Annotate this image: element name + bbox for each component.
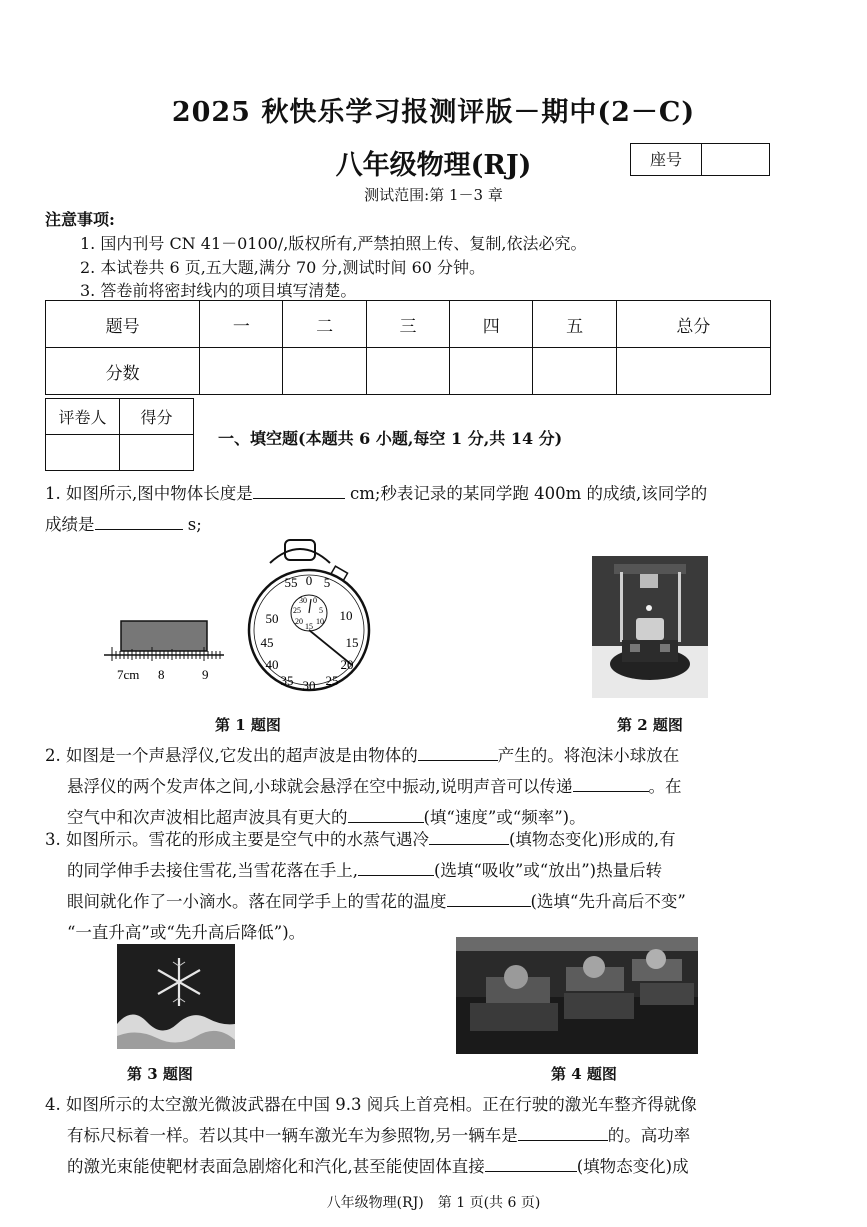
ruler-label: 7cm — [117, 667, 140, 682]
stopwatch-inner-label: 20 — [295, 617, 303, 626]
answer-blank[interactable] — [485, 1157, 577, 1172]
stopwatch-outer-label: 15 — [345, 635, 359, 650]
score-cell: 总分 — [616, 301, 770, 348]
seat-label: 座号 — [631, 144, 702, 175]
question-3 — [45, 824, 785, 948]
figure-2-photo — [592, 556, 708, 698]
stopwatch-outer-label: 20 — [340, 657, 354, 672]
answer-blank[interactable] — [447, 892, 531, 907]
question-text: cm;秒表记录的某同学跑 400m 的成绩,该同学的 — [349, 484, 708, 503]
figure-1-caption: 第 1 题图 — [215, 716, 281, 734]
question-text: (选填“吸收”或“放出”)热量后转 — [434, 861, 663, 880]
score-cell: 五 — [533, 301, 616, 348]
question-text: 2. 如图是一个声悬浮仪,它发出的超声波是由物体的 — [45, 746, 418, 765]
answer-blank[interactable] — [95, 515, 183, 530]
stopwatch — [249, 535, 369, 693]
score-entry[interactable] — [366, 348, 449, 395]
figure-4-caption: 第 4 题图 — [551, 1065, 617, 1083]
test-scope: 测试范围:第 1－3 章 — [364, 186, 503, 204]
section-heading: 一、填空题(本题共 6 小题,每空 1 分,共 14 分) — [218, 429, 563, 448]
stopwatch-outer-label: 45 — [260, 635, 274, 650]
notice-item: 2. 本试卷共 6 页,五大题,满分 70 分,测试时间 60 分钟。 — [80, 258, 486, 277]
score-entry[interactable] — [616, 348, 770, 395]
stopwatch-outer-label: 25 — [325, 673, 339, 688]
page-footer: 八年级物理(RJ) 第 1 页(共 6 页) — [326, 1195, 541, 1211]
seat-number-field[interactable] — [702, 144, 769, 175]
figure-4-photo — [456, 937, 698, 1054]
figure-3-photo — [117, 944, 235, 1049]
score-label: 得分 — [120, 399, 194, 435]
question-text: (填“速度”或“频率”)。 — [423, 808, 586, 827]
answer-blank[interactable] — [429, 830, 509, 845]
answer-blank[interactable] — [253, 484, 345, 499]
answer-blank[interactable] — [418, 746, 498, 761]
score-cell: 一 — [200, 301, 283, 348]
question-text: 1. 如图所示,图中物体长度是 — [45, 484, 253, 503]
stopwatch-outer-label: 55 — [284, 575, 298, 590]
question-2 — [45, 740, 785, 833]
notice-heading: 注意事项: — [45, 210, 115, 229]
reviewer-entry[interactable] — [46, 435, 120, 471]
question-text: s; — [187, 515, 202, 534]
stopwatch-inner-label: 10 — [316, 617, 324, 626]
score-entry[interactable] — [283, 348, 366, 395]
question-text: (填物态变化)成 — [576, 1157, 689, 1176]
question-text: (填物态变化)形成的,有 — [509, 830, 676, 849]
question-4 — [45, 1089, 785, 1182]
score-cell: 题号 — [46, 301, 200, 348]
answer-blank[interactable] — [573, 777, 649, 792]
score-entry[interactable] — [120, 435, 194, 471]
seat-number-box — [630, 143, 770, 176]
ruler-label: 8 — [158, 667, 165, 682]
figure-3-caption: 第 3 题图 — [127, 1065, 193, 1083]
stopwatch-inner-label: 15 — [305, 622, 313, 631]
question-text: 的同学伸手去接住雪花,当雪花落在手上, — [67, 861, 358, 880]
figure-1 — [100, 535, 400, 695]
score-cell: 三 — [366, 301, 449, 348]
score-cell: 四 — [450, 301, 533, 348]
answer-blank[interactable] — [348, 808, 424, 823]
stopwatch-outer-label: 40 — [265, 657, 279, 672]
question-text: 成绩是 — [45, 515, 95, 534]
score-table-header-row — [46, 301, 771, 348]
ruler-label: 9 — [202, 667, 209, 682]
question-text: 。在 — [648, 777, 682, 796]
question-text: 4. 如图所示的太空激光微波武器在中国 9.3 阅兵上首亮相。正在行驶的激光车整齐得就像 — [45, 1095, 697, 1114]
question-text: 悬浮仪的两个发声体之间,小球就会悬浮在空中振动,说明声音可以传递 — [67, 777, 573, 796]
question-text: 眼间就化作了一小滴水。落在同学手上的雪花的温度 — [67, 892, 447, 911]
reviewer-label: 评卷人 — [46, 399, 120, 435]
score-cell: 二 — [283, 301, 366, 348]
stopwatch-inner-label: 30 — [299, 596, 307, 605]
stopwatch-outer-label: 35 — [280, 673, 294, 688]
answer-blank[interactable] — [518, 1126, 608, 1141]
stopwatch-inner-label: 5 — [319, 606, 323, 615]
question-text: 产生的。将泡沫小球放在 — [497, 746, 680, 765]
question-text: 的。高功率 — [607, 1126, 691, 1145]
stopwatch-outer-label: 50 — [265, 611, 279, 626]
grader-table — [45, 398, 194, 471]
answer-blank[interactable] — [358, 861, 434, 876]
notice-item: 3. 答卷前将密封线内的项目填写清楚。 — [80, 281, 357, 300]
score-entry[interactable] — [533, 348, 616, 395]
question-text: “一直升高”或“先升高后降低”)。 — [67, 923, 306, 942]
score-entry[interactable] — [450, 348, 533, 395]
score-table — [45, 300, 771, 395]
stopwatch-outer-label: 30 — [302, 678, 316, 693]
stopwatch-inner-label: 25 — [293, 606, 301, 615]
figure-2-caption: 第 2 题图 — [617, 716, 683, 734]
measured-block — [121, 621, 207, 651]
question-text: (选填“先升高后不变” — [530, 892, 686, 911]
notice-item: 1. 国内刊号 CN 41－0100/,版权所有,严禁拍照上传、复制,依法必究。 — [80, 234, 587, 253]
question-text: 空气中和次声波相比超声波具有更大的 — [67, 808, 348, 827]
subject-title: 八年级物理(RJ) — [335, 150, 532, 181]
stopwatch-inner-label: 0 — [313, 596, 317, 605]
exam-title: 2025 秋快乐学习报测评版－期中(2－C) — [171, 97, 696, 128]
stopwatch-outer-label: 10 — [339, 608, 353, 623]
question-1 — [45, 478, 785, 540]
score-entry[interactable] — [200, 348, 283, 395]
stopwatch-outer-label: 0 — [305, 573, 313, 588]
question-text: 3. 如图所示。雪花的形成主要是空气中的水蒸气遇冷 — [45, 830, 429, 849]
question-text: 有标尺标着一样。若以其中一辆车激光车为参照物,另一辆车是 — [67, 1126, 518, 1145]
score-table-score-row — [46, 348, 771, 395]
stopwatch-outer-label: 5 — [323, 575, 331, 590]
question-text: 的激光束能使靶材表面急剧熔化和汽化,甚至能使固体直接 — [67, 1157, 485, 1176]
score-row-label: 分数 — [46, 348, 200, 395]
